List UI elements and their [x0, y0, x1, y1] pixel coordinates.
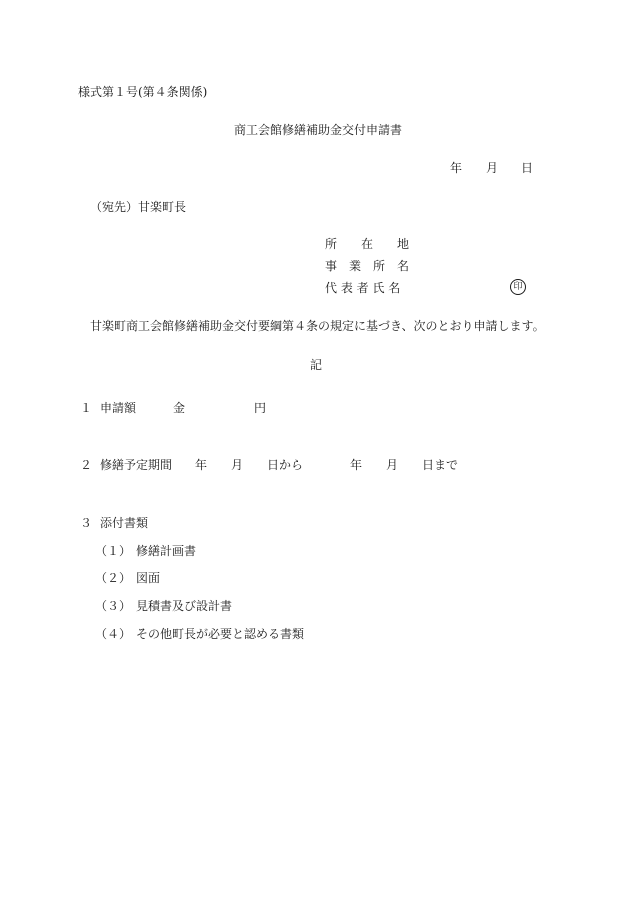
document-title: 商工会館修繕補助金交付申請書 [234, 123, 403, 137]
item1-kin: 金 [173, 401, 186, 415]
attachment-num: （３） [95, 599, 132, 613]
item1-number: １ [80, 401, 93, 415]
ki-heading: 記 [310, 358, 323, 372]
attachment-text: その他町長が必要と認める書類 [136, 627, 305, 641]
attachment-num: （２） [95, 571, 132, 585]
application-statement: 甘楽町商工会館修繕補助金交付要綱第４条の規定に基づき、次のとおり申請します。 [90, 319, 545, 333]
item3-label: 添付書類 [100, 516, 149, 530]
attachment-num: （４） [95, 627, 132, 641]
item2-to-year: 年 [350, 458, 363, 472]
business-name-label: 事 業 所 名 [325, 259, 410, 273]
date-month: 月 [486, 161, 499, 175]
item3-number: ３ [80, 516, 93, 530]
item2-to-day: 日まで [422, 458, 459, 472]
item1-label: 申請額 [100, 401, 137, 415]
item2-from-day: 日から [267, 458, 304, 472]
item2-from-month: 月 [231, 458, 244, 472]
item2-to-month: 月 [386, 458, 399, 472]
representative-name-label: 代 表 者 氏 名 [325, 281, 401, 295]
address-label: 所 在 地 [325, 237, 410, 251]
attachment-text: 見積書及び設計書 [136, 599, 233, 613]
item2-label: 修繕予定期間 [100, 458, 173, 472]
date-day: 日 [521, 161, 534, 175]
attachment-text: 修繕計画書 [136, 544, 197, 558]
date-year: 年 [450, 161, 463, 175]
attachment-text: 図面 [136, 571, 161, 585]
seal-mark: 印 [510, 279, 526, 295]
item2-number: ２ [80, 458, 93, 472]
item1-yen: 円 [254, 401, 267, 415]
item2-from-year: 年 [195, 458, 208, 472]
attachment-num: （１） [95, 544, 132, 558]
form-label: 様式第１号(第４条関係) [78, 85, 208, 99]
addressee: （宛先）甘楽町長 [90, 200, 187, 214]
